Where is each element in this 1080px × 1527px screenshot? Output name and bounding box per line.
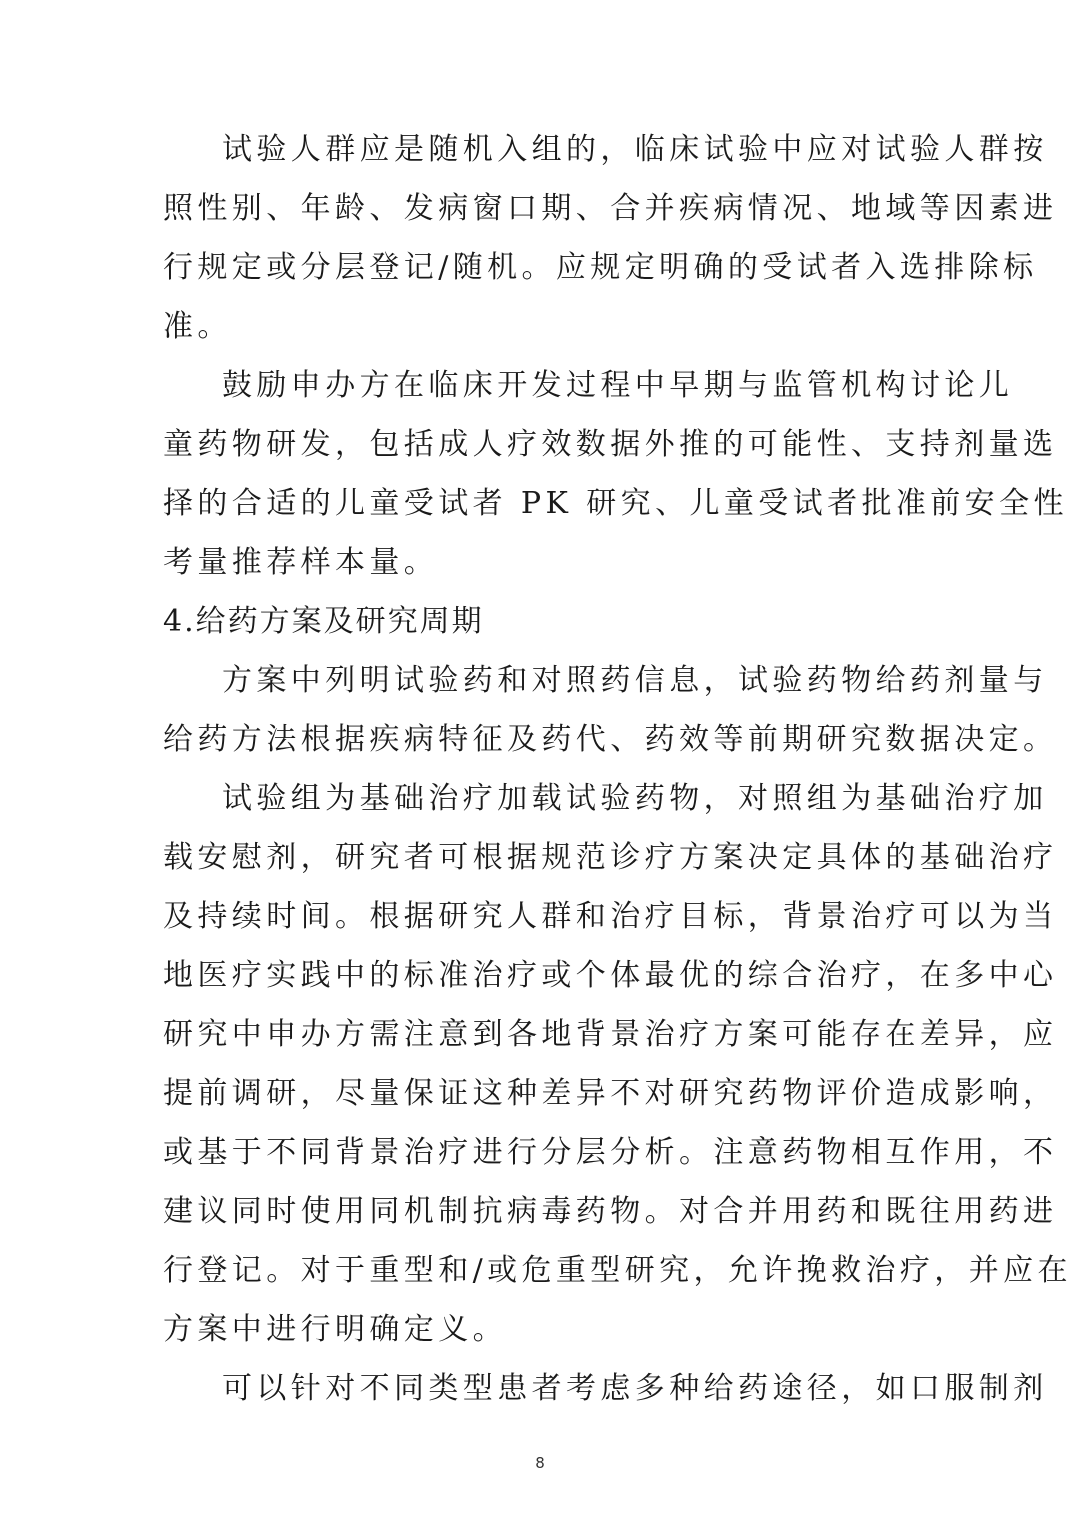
paragraph-4-line-5: 研究中申办方需注意到各地背景治疗方案可能存在差异，应 bbox=[163, 1017, 1058, 1052]
paragraph-2-line-2: 童药物研发，包括成人疗效数据外推的可能性、支持剂量选 bbox=[163, 427, 1058, 462]
page-number: 8 bbox=[535, 1454, 545, 1472]
paragraph-4-line-2: 载安慰剂，研究者可根据规范诊疗方案决定具体的基础治疗 bbox=[163, 840, 1058, 875]
paragraph-4-line-10: 方案中进行明确定义。 bbox=[163, 1312, 507, 1347]
paragraph-4-line-3: 及持续时间。根据研究人群和治疗目标，背景治疗可以为当 bbox=[163, 899, 1058, 934]
paragraph-3-line-1: 方案中列明试验药和对照药信息，试验药物给药剂量与 bbox=[222, 663, 1048, 698]
paragraph-4-line-4: 地医疗实践中的标准治疗或个体最优的综合治疗，在多中心 bbox=[163, 958, 1058, 993]
paragraph-1-line-4: 准。 bbox=[163, 309, 232, 344]
paragraph-4-line-7: 或基于不同背景治疗进行分层分析。注意药物相互作用，不 bbox=[163, 1135, 1058, 1170]
paragraph-2-line-1: 鼓励申办方在临床开发过程中早期与监管机构讨论儿 bbox=[222, 368, 1014, 403]
paragraph-1-line-3: 行规定或分层登记/随机。应规定明确的受试者入选排除标 bbox=[163, 250, 1038, 285]
paragraph-2-line-3: 择的合适的儿童受试者 PK 研究、儿童受试者批准前安全性 bbox=[163, 486, 1068, 521]
paragraph-2-line-4: 考量推荐样本量。 bbox=[163, 545, 439, 580]
paragraph-4-line-8: 建议同时使用同机制抗病毒药物。对合并用药和既往用药进 bbox=[163, 1194, 1058, 1229]
paragraph-1-line-2: 照性别、年龄、发病窗口期、合并疾病情况、地域等因素进 bbox=[163, 191, 1058, 226]
paragraph-3-line-2: 给药方法根据疾病特征及药代、药效等前期研究数据决定。 bbox=[163, 722, 1058, 757]
paragraph-5-line-1: 可以针对不同类型患者考虑多种给药途径，如口服制剂 bbox=[222, 1371, 1048, 1406]
paragraph-4-line-9: 行登记。对于重型和/或危重型研究，允许挽救治疗，并应在 bbox=[163, 1253, 1072, 1288]
paragraph-1-line-1: 试验人群应是随机入组的，临床试验中应对试验人群按 bbox=[222, 132, 1048, 167]
paragraph-4-line-6: 提前调研，尽量保证这种差异不对研究药物评价造成影响， bbox=[163, 1076, 1058, 1111]
paragraph-4-line-1: 试验组为基础治疗加载试验药物，对照组为基础治疗加 bbox=[222, 781, 1048, 816]
section-heading: 4.给药方案及研究周期 bbox=[163, 604, 484, 639]
